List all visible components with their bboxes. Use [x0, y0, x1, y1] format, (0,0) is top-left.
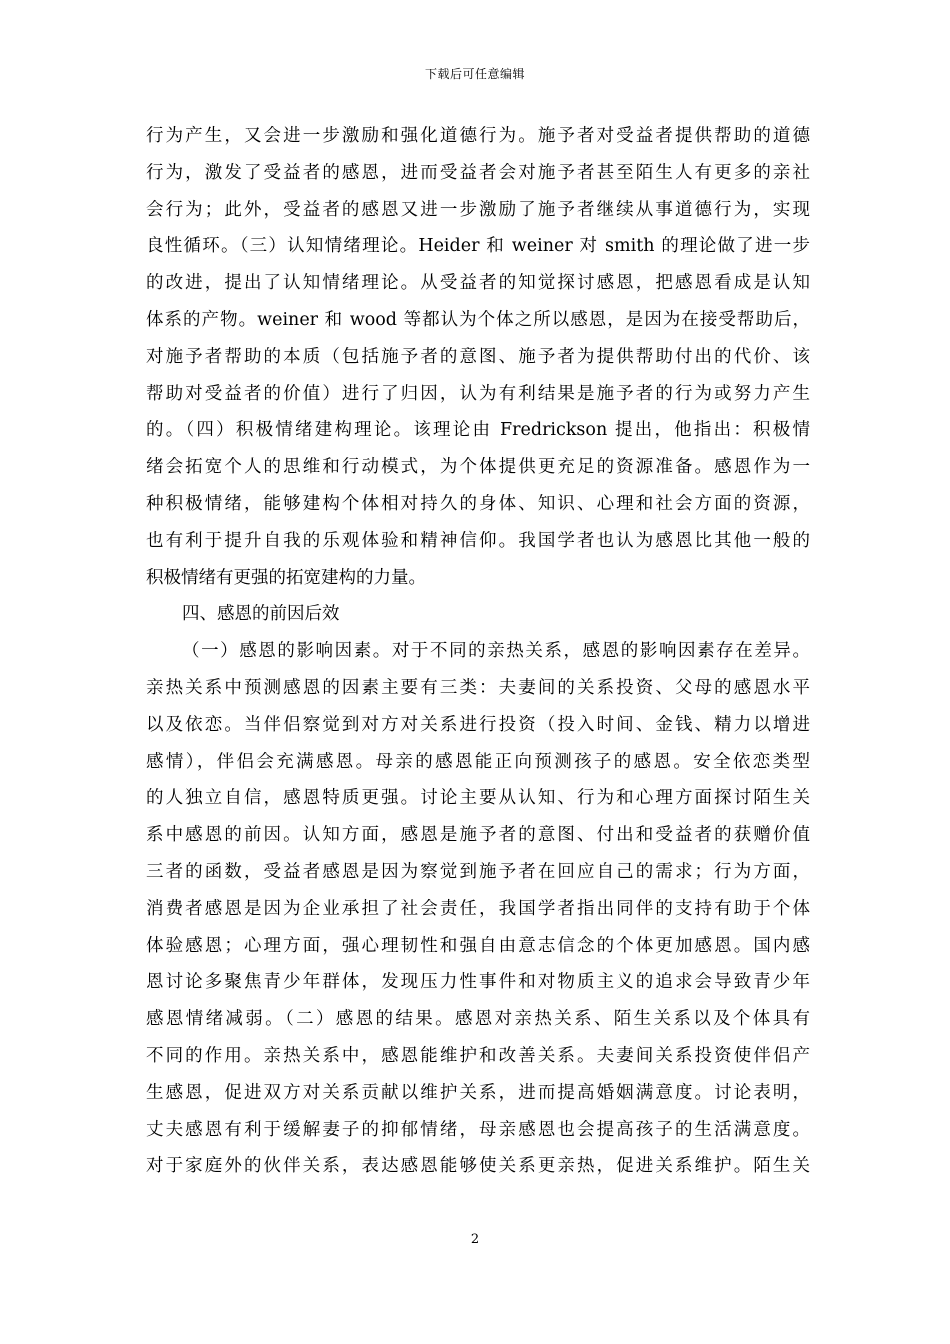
text-line: 体系的产物。weiner 和 wood 等都认为个体之所以感恩，是因为在接受帮助后，: [146, 309, 810, 330]
text-line: 的改进，提出了认知情绪理论。从受益者的知觉探讨感恩，把感恩看成是认知: [146, 273, 810, 294]
text-line: 以及依恋。当伴侣察觉到对方对关系进行投资（投入时间、金钱、精力以增进: [146, 714, 810, 735]
section-heading: 四、感恩的前因后效: [182, 604, 340, 625]
text-line: 行为，激发了受益者的感恩，进而受益者会对施予者甚至陌生人有更多的亲社: [146, 162, 810, 183]
text-line: 感恩情绪减弱。（二）感恩的结果。感恩对亲热关系、陌生关系以及个体具有: [146, 1009, 810, 1030]
page-header: 下载后可任意编辑: [424, 67, 525, 81]
text-line: 种积极情绪，能够建构个体相对持久的身体、知识、心理和社会方面的资源，: [146, 493, 810, 514]
text-line: 对于家庭外的伙伴关系，表达感恩能够使关系更亲热，促进关系维护。陌生关: [146, 1156, 810, 1177]
text-line: 感情），伴侣会充满感恩。母亲的感恩能正向预测孩子的感恩。安全依恋类型: [146, 751, 810, 772]
text-line: 会行为；此外，受益者的感恩又进一步激励了施予者继续从事道德行为，实现: [146, 199, 810, 220]
text-line: 帮助对受益者的价值）进行了归因，认为有利结果是施予者的行为或努力产生: [146, 383, 810, 404]
text-line: 绪会拓宽个人的思维和行动模式，为个体提供更充足的资源准备。感恩作为一: [146, 457, 810, 478]
text-line: 系中感恩的前因。认知方面，感恩是施予者的意图、付出和受益者的获赠价值: [146, 825, 810, 846]
text-line: 的人独立自信，感恩特质更强。讨论主要从认知、行为和心理方面探讨陌生关: [146, 788, 810, 809]
text-line: 三者的函数，受益者感恩是因为察觉到施予者在回应自己的需求；行为方面，: [146, 861, 810, 882]
text-line: 也有利于提升自我的乐观体验和精神信仰。我国学者也认为感恩比其他一般的: [146, 530, 810, 551]
text-line: 恩讨论多聚焦青少年群体，发现压力性事件和对物质主义的追求会导致青少年: [146, 972, 810, 993]
text-line: （一）感恩的影响因素。对于不同的亲热关系，感恩的影响因素存在差异。: [182, 641, 810, 662]
text-line: 行为产生，又会进一步激励和强化道德行为。施予者对受益者提供帮助的道德: [146, 126, 810, 146]
text-line: 的。（四）积极情绪建构理论。该理论由 Fredrickson 提出，他指出：积极情: [146, 420, 810, 441]
text-line: 生感恩，促进双方对关系贡献以维护关系，进而提高婚姻满意度。讨论表明，: [146, 1082, 810, 1103]
text-line: 对施予者帮助的本质（包括施予者的意图、施予者为提供帮助付出的代价、该: [146, 346, 810, 367]
text-line: 亲热关系中预测感恩的因素主要有三类：夫妻间的关系投资、父母的感恩水平: [146, 677, 810, 698]
text-line: 丈夫感恩有利于缓解妻子的抑郁情绪，母亲感恩也会提高孩子的生活满意度。: [146, 1119, 810, 1140]
page-number: 2: [470, 1232, 480, 1247]
text-line: 消费者感恩是因为企业承担了社会责任，我国学者指出同伴的支持有助于个体: [146, 898, 810, 919]
text-line: 不同的作用。亲热关系中，感恩能维护和改善关系。夫妻间关系投资使伴侣产: [146, 1045, 810, 1066]
text-line: 积极情绪有更强的拓宽建构的力量。: [146, 567, 426, 588]
document-body: [146, 118, 810, 1185]
text-line: 良性循环。（三）认知情绪理论。Heider 和 weiner 对 smith 的理论做了进一步: [146, 236, 810, 257]
text-line: 体验感恩；心理方面，强心理韧性和强自由意志信念的个体更加感恩。国内感: [146, 935, 810, 956]
